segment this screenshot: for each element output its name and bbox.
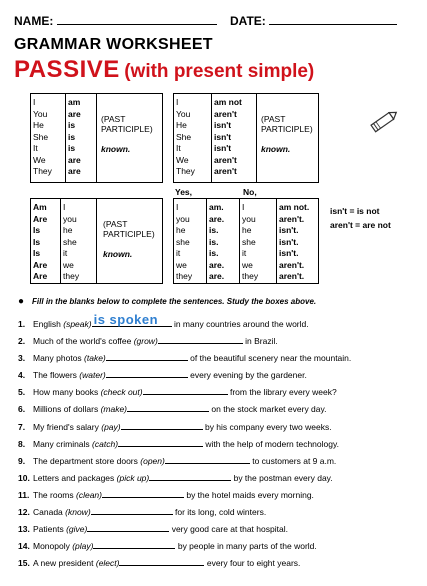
pronoun-cell: We [33,154,46,165]
instruction-text: Fill in the blanks below to complete the sentences. Study the boxes above. [32,297,317,306]
name-field[interactable] [57,14,217,25]
answer-blank[interactable] [149,471,231,481]
aux-cell: Is [33,225,41,235]
name-date-line [14,14,397,28]
sentence-text: every evening by the gardener. [187,370,307,381]
sentence-text: in many countries around the world. [171,319,309,329]
sentence-text: English [33,319,64,329]
verb-cell: is [68,143,76,153]
sentence-item [18,333,417,350]
yes-label: Yes, [175,187,193,197]
aux-cell: Are [33,213,48,224]
sentence-text: Many photos [33,353,85,364]
instruction-line [18,296,316,307]
example-word: known. [101,144,131,154]
sentence-text: My friend's salary [33,421,102,432]
sentence-text: Patients [33,524,67,535]
verb-cell: are. [209,213,225,224]
pronoun-cell: she [176,236,190,247]
verb-cell: are [68,108,81,119]
base-verb: (give) [66,524,88,535]
pronoun-cell: it [242,248,247,258]
verb-cell: are. [209,259,225,270]
verb-cell: is [68,120,76,130]
pencil-icon [368,108,400,139]
answer-blank[interactable] [118,437,203,447]
affirmative-participle [101,114,161,154]
sentence-item [18,312,417,333]
affirmative-verbs [66,94,97,182]
sentence-item [18,487,417,504]
sentence-text: Letters and packages [33,472,117,483]
answer-blank[interactable] [158,334,243,344]
verb-cell: am not [214,97,242,107]
pronoun-cell: They [176,166,195,176]
verb-cell: aren't [214,166,237,176]
worksheet-subtitle [14,56,314,84]
verb-cell: are [68,154,81,165]
sentence-text: by the hotel maids every morning. [183,489,314,500]
sentence-text: How many books [33,387,101,398]
sentence-number: 13. [18,524,30,535]
verb-cell: isn't. [279,248,299,258]
pronoun-cell: I [176,97,179,107]
sentence-number: 14. [18,541,30,552]
date-field[interactable] [269,14,397,25]
exercise-list [18,312,417,572]
sentence-text: The rooms [33,489,76,500]
present-simple-heading: (with present simple) [124,61,315,82]
date-label: DATE: [230,14,266,28]
sentence-text: for its long, cold winters. [172,507,267,518]
base-verb: (make) [100,404,128,415]
pronoun-cell: She [33,131,49,142]
base-verb: (catch) [92,438,119,449]
affirmative-pronouns [31,94,66,182]
question-table [30,198,163,284]
example-word: known. [261,144,291,154]
pronoun-cell: he [242,225,252,235]
question-aux [31,199,61,283]
sentence-number: 7. [18,421,26,432]
note-isnt: isn't = is not [330,206,380,216]
bullet-icon: ● [18,296,25,307]
sentence-item [18,367,417,384]
sentence-text: from the library every week? [227,387,337,398]
sentence-item [18,555,417,572]
sentence-item [18,538,417,555]
negative-participle [261,114,319,154]
negative-table [173,93,319,183]
pronoun-cell: You [176,108,191,119]
pronoun-cell: It [176,143,181,153]
sentence-item [18,453,417,470]
pronoun-cell: he [176,225,186,235]
pronoun-cell: He [176,120,187,130]
base-verb: (elect) [95,558,120,569]
verb-cell: aren't. [279,271,305,281]
pronoun-cell: I [33,97,36,107]
sentence-text: by the postman every day. [231,472,333,483]
yes-pronouns [174,199,207,283]
sentence-number: 9. [18,455,26,466]
sentence-text: Millions of dollars [33,404,101,415]
sentence-item [18,436,417,453]
no-label: No, [243,187,257,197]
pronoun-cell: we [242,259,253,270]
sentence-text: on the stock market every day. [209,404,327,415]
sentence-number: 5. [18,387,26,398]
answer-blank[interactable] [91,505,173,515]
verb-cell: am [68,97,81,107]
answer-blank[interactable] [121,420,203,430]
pronoun-cell: she [63,236,77,247]
sentence-item [18,350,417,367]
question-participle [103,219,163,259]
sentence-number: 10. [18,472,30,483]
question-pronouns [61,199,97,283]
answer-blank[interactable] [165,454,250,464]
answer-text: is spoken [93,312,159,327]
base-verb: (grow) [133,336,158,347]
note-arent: aren't = are not [330,220,391,230]
answer-blank[interactable] [127,402,209,412]
pronoun-cell: it [63,248,68,258]
base-verb: (speak) [63,319,92,329]
verb-cell: aren't. [279,259,305,270]
verb-cell: is. [209,236,219,247]
aux-cell: Are [33,271,48,281]
answer-blank[interactable] [93,539,175,549]
pronoun-cell: they [242,271,259,281]
verb-cell: is. [209,248,219,258]
sentence-number: 3. [18,353,26,364]
verb-cell: is. [209,225,219,235]
sentence-item [18,401,417,418]
base-verb: (clean) [76,489,102,500]
answer-blank[interactable] [119,556,204,566]
verb-cell: am not. [279,202,310,212]
sentence-number: 15. [18,558,30,569]
sentence-item [18,470,417,487]
sentence-item [18,504,417,521]
sentence-text: Many criminals [33,438,93,449]
sentence-number: 12. [18,507,30,518]
example-word: known. [103,249,133,259]
pronoun-cell: He [33,120,44,130]
pronoun-cell: I [242,202,245,212]
answer-blank[interactable] [92,312,172,327]
verb-cell: is [68,131,76,142]
worksheet-title: GRAMMAR WORKSHEET [14,36,213,53]
answer-blank[interactable] [143,385,228,395]
sentence-text: very good care at that hospital. [169,524,288,535]
affirmative-table [30,93,163,183]
pronoun-cell: they [176,271,193,281]
verb-cell: aren't [214,108,237,119]
no-verbs [277,199,320,283]
base-verb: (take) [84,353,106,364]
pronoun-cell: we [63,259,74,270]
participle-label: (PAST PARTICIPLE) [101,114,153,134]
answer-blank[interactable] [102,488,184,498]
sentence-text: Canada [33,507,66,518]
yes-verbs [207,199,240,283]
no-pronouns [240,199,277,283]
pronoun-cell: we [176,259,187,270]
answer-blank[interactable] [87,522,169,532]
pronoun-cell: they [63,271,80,281]
negative-pronouns [174,94,212,182]
base-verb: (water) [79,370,106,381]
base-verb: (pick up) [116,472,150,483]
sentence-text: in Brazil. [242,336,278,347]
base-verb: (pay) [101,421,121,432]
participle-label: (PAST PARTICIPLE) [261,114,313,134]
verb-cell: isn't. [279,225,299,235]
base-verb: (know) [65,507,91,518]
verb-cell: isn't. [279,236,299,247]
sentence-text: The flowers [33,370,80,381]
base-verb: (play) [72,541,94,552]
sentence-number: 11. [18,489,30,500]
participle-label: (PAST PARTICIPLE) [103,219,155,239]
verb-cell: isn't [214,143,232,153]
sentence-item [18,521,417,538]
verb-cell: am. [209,202,224,212]
aux-cell: Is [33,236,41,247]
answer-blank[interactable] [106,351,188,361]
pronoun-cell: you [242,213,256,224]
sentence-item [18,384,417,401]
sentence-text: with the help of modern technology. [203,438,339,449]
sentence-text: of the beautiful scenery near the mountain. [187,353,352,364]
verb-cell: aren't [214,154,237,165]
sentence-text: every four to eight years. [204,558,301,569]
short-answers-table [173,198,319,284]
pronoun-cell: It [33,143,38,153]
aux-cell: Are [33,259,48,270]
pronoun-cell: she [242,236,256,247]
sentence-text: by people in many parts of the world. [175,541,317,552]
sentence-number: 6. [18,404,26,415]
base-verb: (open) [140,455,165,466]
answer-blank[interactable] [106,368,188,378]
verb-cell: aren't. [279,213,305,224]
sentence-item [18,419,417,436]
sentence-number: 8. [18,438,26,449]
sentence-text: Much of the world's coffee [33,336,134,347]
pronoun-cell: I [63,202,66,212]
aux-cell: Is [33,248,41,258]
name-label: NAME: [14,14,54,28]
pronoun-cell: you [176,213,190,224]
negative-verbs [212,94,257,182]
sentence-number: 4. [18,370,26,381]
pronoun-cell: We [176,154,189,165]
sentence-text: A new president [33,558,96,569]
sentence-text: Monopoly [33,541,73,552]
base-verb: (check out) [100,387,143,398]
aux-cell: Am [33,202,47,212]
sentence-text: The department store doors [33,455,141,466]
sentence-text: by his company every two weeks. [202,421,332,432]
verb-cell: are. [209,271,225,281]
pronoun-cell: he [63,225,73,235]
pronoun-cell: it [176,248,181,258]
sentence-text: to customers at 9 a.m. [249,455,337,466]
passive-heading: PASSIVE [14,56,120,83]
pronoun-cell: She [176,131,192,142]
pronoun-cell: I [176,202,179,212]
pronoun-cell: They [33,166,52,176]
verb-cell: isn't [214,131,232,142]
verb-cell: are [68,166,81,176]
pronoun-cell: You [33,108,48,119]
verb-cell: isn't [214,120,232,130]
sentence-number: 1. [18,319,26,329]
sentence-number: 2. [18,336,26,347]
pronoun-cell: you [63,213,77,224]
